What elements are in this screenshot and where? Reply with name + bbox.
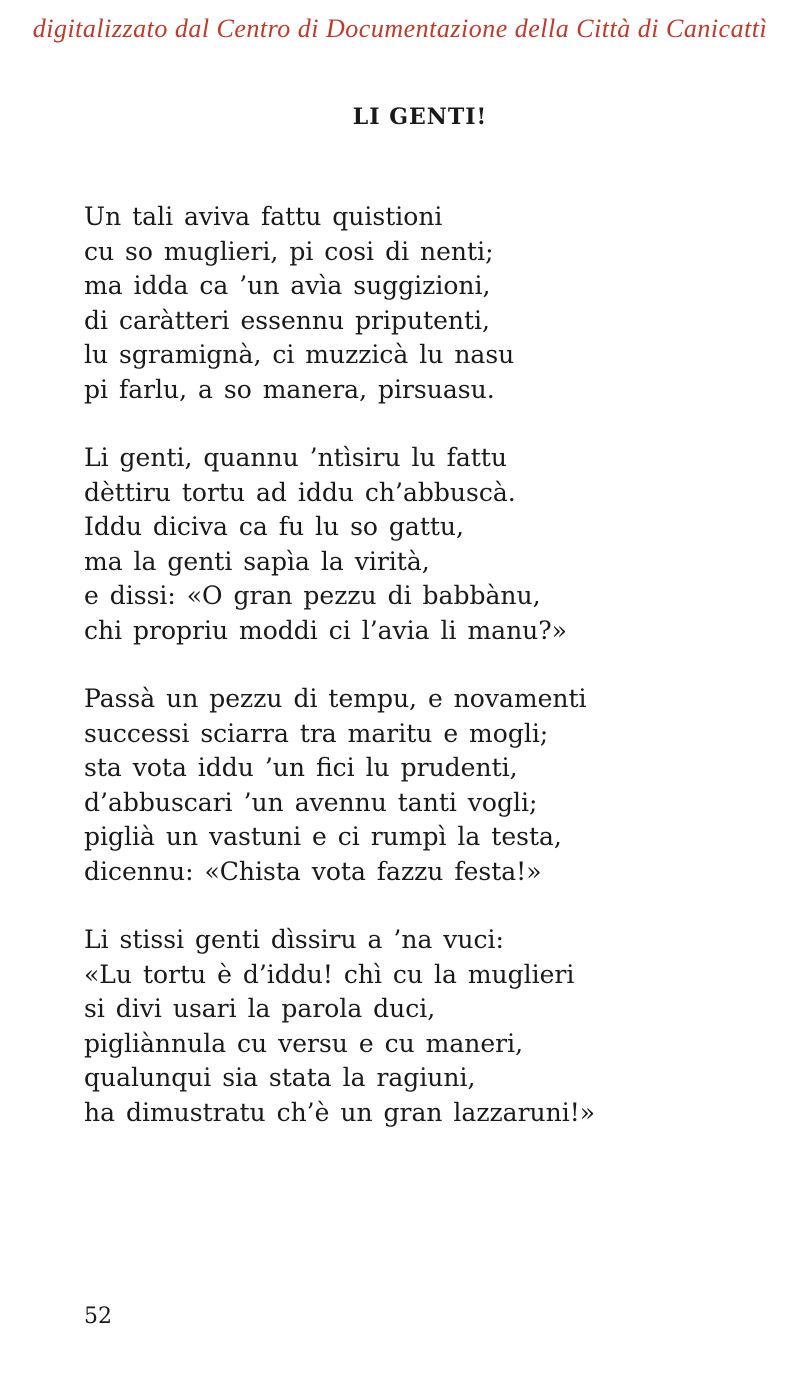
verse: si divi usari la parola duci, xyxy=(84,994,436,1023)
verse: sta vota iddu ’un fici lu prudenti, xyxy=(84,753,518,782)
verse: cu so muglieri, pi cosi di nenti; xyxy=(84,236,494,266)
poem-title: LI GENTI! xyxy=(352,104,488,130)
digitization-watermark: digitalizzato dal Centro di Documentazione della Città di Canicattì xyxy=(32,14,768,43)
poem-body xyxy=(84,200,764,1164)
verse: successi sciarra tra maritu e mogli; xyxy=(84,718,549,748)
verse: qualunqui sia stata la ragiuni, xyxy=(84,1063,476,1092)
verse: Iddu diciva ca fu lu so gattu, xyxy=(84,512,464,541)
verse: pi farlu, a so manera, pirsuasu. xyxy=(84,374,495,404)
stanza-2 xyxy=(84,441,764,648)
verse: Li stissi genti dìssiru a ’na vuci: xyxy=(84,925,504,954)
verse: pigliànnula cu versu e cu maneri, xyxy=(84,1028,524,1058)
verse: «Lu tortu è d’iddu! chì cu la muglieri xyxy=(84,959,575,989)
verse: e dissi: «O gran pezzu di babbànu, xyxy=(84,581,541,610)
verse: piglià un vastuni e ci rumpì la testa, xyxy=(84,822,562,851)
page-number: 52 xyxy=(84,1304,112,1329)
verse: ha dimustratu ch’è un gran lazzaruni!» xyxy=(84,1097,596,1127)
verse: chi propriu moddi ci l’avia li manu?» xyxy=(84,615,567,645)
verse: ma idda ca ’un avìa suggizioni, xyxy=(84,271,491,300)
verse: Passà un pezzu di tempu, e novamenti xyxy=(84,684,587,713)
stanza-3 xyxy=(84,682,764,889)
verse: Un tali aviva fattu quistioni xyxy=(84,202,443,231)
verse: Li genti, quannu ’ntìsiru lu fattu xyxy=(84,443,507,472)
verse: di caràtteri essennu priputenti, xyxy=(84,305,490,335)
verse: lu sgramignà, ci muzzicà lu nasu xyxy=(84,340,515,369)
stanza-4 xyxy=(84,923,764,1130)
verse: ma la genti sapìa la virità, xyxy=(84,546,430,576)
verse: d’abbuscari ’un avennu tanti vogli; xyxy=(84,787,538,817)
verse: dicennu: «Chista vota fazzu festa!» xyxy=(84,856,542,886)
verse: dèttiru tortu ad iddu ch’abbuscà. xyxy=(84,477,516,507)
stanza-1 xyxy=(84,200,764,407)
